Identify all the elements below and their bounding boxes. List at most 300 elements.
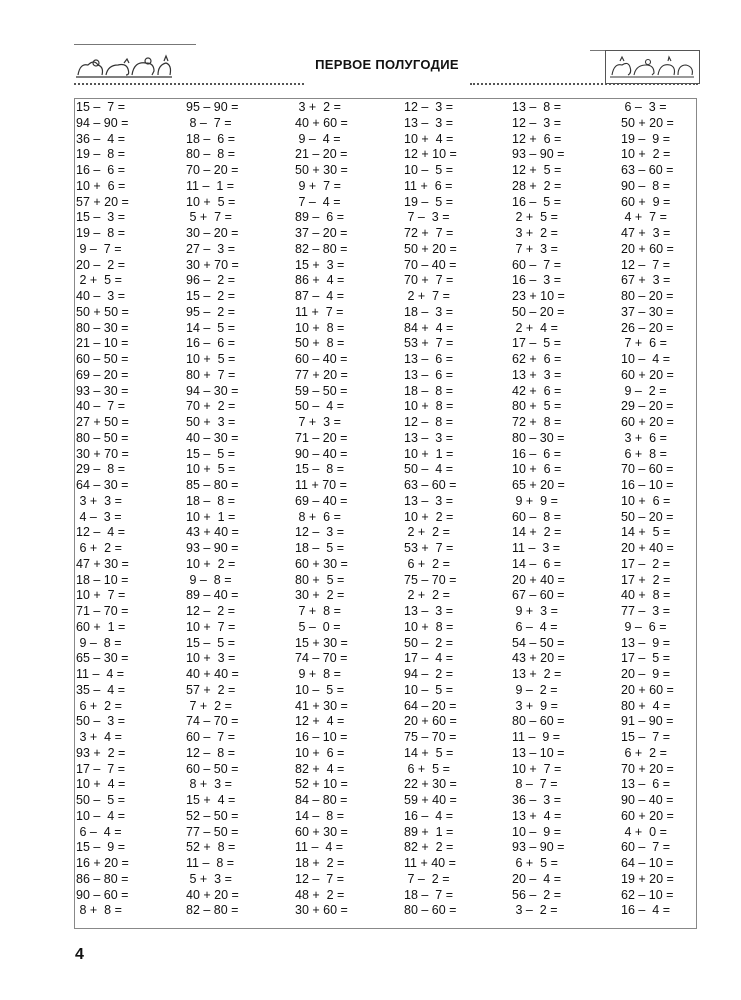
math-exercise: 10 + 5 = <box>186 352 236 366</box>
math-exercise: 12 + 10 = <box>404 147 457 162</box>
math-exercise: 86 + 4 = <box>295 273 345 288</box>
math-exercise: 50 + 50 = <box>76 304 129 319</box>
math-exercise: 10 + 6 = <box>295 745 345 760</box>
math-exercise: 14 – 8 = <box>295 808 344 823</box>
math-exercise: 12 + 5 = <box>512 163 562 177</box>
math-exercise: 12 – 8 = <box>404 415 453 429</box>
math-exercise: 52 + 10 = <box>295 777 348 792</box>
exercise-row <box>75 840 697 856</box>
math-exercise: 10 + 2 = <box>404 509 454 524</box>
exercise-row <box>75 762 697 778</box>
math-exercise: 22 + 30 = <box>404 777 457 792</box>
math-exercise: 30 + 70 = <box>186 257 239 272</box>
exercise-row <box>75 872 697 888</box>
exercise-row <box>75 809 697 825</box>
math-exercise: 36 – 4 = <box>76 131 125 146</box>
math-exercise: 40 – 7 = <box>76 399 125 414</box>
math-exercise: 21 – 20 = <box>295 147 348 162</box>
math-exercise: 9 + 9 = <box>512 493 558 508</box>
math-exercise: 11 + 7 = <box>295 304 344 319</box>
math-exercise: 62 – 10 = <box>621 887 674 902</box>
math-exercise: 6 – 4 = <box>76 824 122 839</box>
math-exercise: 90 – 40 = <box>295 446 348 461</box>
math-exercise: 6 + 5 = <box>512 856 558 870</box>
animals-illustration-right <box>608 53 696 79</box>
math-exercise: 95 – 90 = <box>186 100 239 114</box>
math-exercise: 10 + 8 = <box>295 320 345 335</box>
math-exercise: 70 – 60 = <box>621 462 674 477</box>
math-exercise: 15 – 9 = <box>76 840 125 855</box>
exercise-row <box>75 557 697 573</box>
math-exercise: 86 – 80 = <box>76 871 129 886</box>
math-exercise: 82 – 80 = <box>295 241 348 256</box>
header-top-rule-left <box>74 44 196 45</box>
exercise-row <box>75 793 697 809</box>
math-exercise: 82 + 4 = <box>295 761 345 776</box>
exercise-row <box>75 447 697 463</box>
math-exercise: 30 + 60 = <box>295 903 348 918</box>
math-exercise: 3 – 2 = <box>512 903 558 918</box>
math-exercise: 6 + 2 = <box>404 556 450 571</box>
math-exercise: 19 – 8 = <box>76 226 125 240</box>
math-exercise: 10 + 7 = <box>512 761 562 776</box>
math-exercise: 21 – 10 = <box>76 336 129 351</box>
math-exercise: 16 + 20 = <box>76 856 129 870</box>
math-exercise: 71 – 20 = <box>295 430 348 445</box>
math-exercise: 13 – 3 = <box>404 115 453 130</box>
math-exercise: 15 – 2 = <box>186 289 235 303</box>
math-exercise: 3 + 6 = <box>621 430 667 445</box>
exercise-row <box>75 777 697 793</box>
math-exercise: 89 – 6 = <box>295 210 344 225</box>
math-exercise: 77 + 20 = <box>295 367 348 382</box>
math-exercise: 94 – 2 = <box>404 667 453 681</box>
math-exercise: 18 – 8 = <box>404 383 453 398</box>
exercise-row <box>75 478 697 494</box>
math-exercise: 82 – 80 = <box>186 903 239 918</box>
math-exercise: 11 + 40 = <box>404 856 456 870</box>
math-exercise: 3 + 2 = <box>512 226 558 240</box>
exercise-row <box>75 903 697 919</box>
math-exercise: 12 – 3 = <box>404 100 453 114</box>
exercise-row <box>75 714 697 730</box>
exercise-row <box>75 195 697 211</box>
math-exercise: 15 – 3 = <box>76 210 125 225</box>
math-exercise: 59 + 40 = <box>404 793 457 807</box>
exercise-row <box>75 636 697 652</box>
math-exercise: 60 – 50 = <box>186 761 239 776</box>
math-exercise: 90 – 60 = <box>76 887 129 902</box>
math-exercise: 13 – 3 = <box>404 493 453 508</box>
math-exercise: 50 + 8 = <box>295 336 345 351</box>
math-exercise: 94 – 90 = <box>76 115 129 130</box>
math-exercise: 82 + 2 = <box>404 840 454 855</box>
math-exercise: 74 – 70 = <box>186 714 239 729</box>
math-exercise: 65 + 20 = <box>512 478 565 492</box>
math-exercise: 40 + 20 = <box>186 887 239 902</box>
math-exercise: 16 – 3 = <box>512 273 561 288</box>
math-exercise: 10 + 4 = <box>76 777 126 792</box>
math-exercise: 56 – 2 = <box>512 887 561 902</box>
exercise-row <box>75 510 697 526</box>
math-exercise: 20 + 60 = <box>621 682 674 697</box>
exercise-row <box>75 699 697 715</box>
math-exercise: 11 – 4 = <box>295 840 344 855</box>
math-exercise: 7 – 2 = <box>404 871 450 886</box>
math-exercise: 42 + 6 = <box>512 383 562 398</box>
math-exercise: 6 + 5 = <box>404 761 450 776</box>
math-exercise: 40 – 30 = <box>186 430 239 445</box>
math-exercise: 20 + 60 = <box>621 241 674 256</box>
math-exercise: 13 + 2 = <box>512 667 562 681</box>
math-exercise: 9 + 3 = <box>512 604 558 618</box>
math-exercise: 18 – 7 = <box>404 887 453 902</box>
math-exercise: 69 – 40 = <box>295 493 348 508</box>
exercise-row <box>75 399 697 415</box>
math-exercise: 18 – 10 = <box>76 572 129 587</box>
math-exercise: 16 – 6 = <box>512 446 561 461</box>
math-exercise: 14 + 2 = <box>512 525 562 540</box>
math-exercise: 4 + 0 = <box>621 824 667 839</box>
math-exercise: 15 + 30 = <box>295 635 348 650</box>
math-exercise: 70 + 20 = <box>621 761 674 776</box>
header-dotted-rule-left <box>74 83 304 85</box>
math-exercise: 4 – 3 = <box>76 509 122 524</box>
math-exercise: 2 + 5 = <box>512 210 558 225</box>
math-exercise: 70 + 7 = <box>404 273 454 288</box>
math-exercise: 11 – 3 = <box>512 541 561 555</box>
math-exercise: 13 + 3 = <box>512 367 562 382</box>
math-exercise: 10 + 2 = <box>621 147 671 162</box>
math-exercise: 12 – 2 = <box>186 604 235 618</box>
math-exercise: 13 + 4 = <box>512 808 562 823</box>
exercise-row <box>75 336 697 352</box>
math-exercise: 90 – 8 = <box>621 178 670 193</box>
math-exercise: 60 + 30 = <box>295 556 348 571</box>
math-exercise: 17 – 7 = <box>76 761 125 776</box>
math-exercise: 30 + 70 = <box>76 446 129 461</box>
math-exercise: 12 + 6 = <box>512 131 562 146</box>
math-exercise: 57 + 2 = <box>186 682 236 697</box>
math-exercise: 13 – 8 = <box>512 100 561 114</box>
math-exercise: 14 + 5 = <box>404 745 454 760</box>
math-exercise: 2 + 2 = <box>404 525 450 540</box>
math-exercise: 60 + 30 = <box>295 824 348 839</box>
page-number: 4 <box>75 946 84 963</box>
math-exercise: 9 – 6 = <box>621 619 667 634</box>
math-exercise: 71 – 70 = <box>76 604 129 618</box>
math-exercise: 11 + 6 = <box>404 178 453 193</box>
math-exercise: 80 + 5 = <box>295 572 345 587</box>
exercise-row <box>75 258 697 274</box>
math-exercise: 93 + 2 = <box>76 745 126 760</box>
math-exercise: 13 – 6 = <box>621 777 670 792</box>
math-exercise: 12 – 4 = <box>76 525 125 540</box>
exercise-row <box>75 100 697 116</box>
exercise-row <box>75 368 697 384</box>
math-exercise: 20 + 40 = <box>512 572 565 587</box>
math-exercise: 2 + 2 = <box>404 588 450 603</box>
math-exercise: 10 + 1 = <box>186 509 236 524</box>
math-exercise: 72 + 8 = <box>512 415 562 429</box>
exercise-row <box>75 273 697 289</box>
exercise-row <box>75 525 697 541</box>
math-exercise: 10 + 4 = <box>404 131 454 146</box>
math-exercise: 50 – 3 = <box>76 714 125 729</box>
math-exercise: 52 – 50 = <box>186 808 239 823</box>
math-exercise: 93 – 30 = <box>76 383 129 398</box>
math-exercise: 10 + 8 = <box>404 619 454 634</box>
math-exercise: 10 – 4 = <box>76 808 125 823</box>
math-exercise: 16 – 10 = <box>621 478 674 492</box>
math-exercise: 8 + 6 = <box>295 509 341 524</box>
math-exercise: 47 + 3 = <box>621 226 671 240</box>
math-exercise: 12 – 3 = <box>512 115 561 130</box>
math-exercise: 5 + 7 = <box>186 210 232 225</box>
exercise-row <box>75 856 697 872</box>
math-exercise: 15 – 5 = <box>186 446 235 461</box>
math-exercise: 53 + 7 = <box>404 336 454 351</box>
math-exercise: 89 + 1 = <box>404 824 454 839</box>
math-exercise: 60 – 7 = <box>621 840 670 855</box>
math-exercise: 53 + 7 = <box>404 541 454 555</box>
math-exercise: 6 – 4 = <box>512 619 558 634</box>
math-exercise: 10 + 1 = <box>404 446 454 461</box>
math-exercise: 84 – 80 = <box>295 793 348 807</box>
math-exercise: 80 – 20 = <box>621 289 674 303</box>
math-exercise: 2 + 4 = <box>512 320 558 335</box>
exercise-row <box>75 132 697 148</box>
math-exercise: 20 – 4 = <box>512 871 561 886</box>
math-exercise: 60 + 20 = <box>621 808 674 823</box>
math-exercise: 90 – 40 = <box>621 793 674 807</box>
math-exercise: 69 – 20 = <box>76 367 129 382</box>
math-exercise: 7 + 2 = <box>186 698 232 713</box>
exercise-row <box>75 305 697 321</box>
page-title: ПЕРВОЕ ПОЛУГОДИЕ <box>315 57 459 72</box>
math-exercise: 8 + 3 = <box>186 777 232 792</box>
math-exercise: 8 – 7 = <box>512 777 558 792</box>
math-exercise: 54 – 50 = <box>512 635 565 650</box>
math-exercise: 13 – 6 = <box>404 352 453 366</box>
math-exercise: 60 – 7 = <box>512 257 561 272</box>
math-exercise: 10 + 6 = <box>621 493 671 508</box>
math-exercise: 9 + 7 = <box>295 178 341 193</box>
exercise-row <box>75 179 697 195</box>
math-exercise: 23 + 10 = <box>512 289 565 303</box>
math-exercise: 50 – 2 = <box>404 635 453 650</box>
math-exercise: 29 – 8 = <box>76 462 125 477</box>
math-exercise: 20 – 2 = <box>76 257 125 272</box>
math-exercise: 10 + 6 = <box>512 462 562 477</box>
math-exercise: 20 + 40 = <box>621 541 674 555</box>
math-exercise: 10 – 5 = <box>404 163 453 177</box>
math-exercise: 62 + 6 = <box>512 352 562 366</box>
math-exercise: 12 – 3 = <box>295 525 344 540</box>
math-exercise: 19 – 8 = <box>76 147 125 162</box>
math-exercise: 8 – 7 = <box>186 115 232 130</box>
math-exercise: 57 + 20 = <box>76 194 129 209</box>
math-exercise: 16 – 5 = <box>512 194 561 209</box>
math-exercise: 50 + 3 = <box>186 415 236 429</box>
math-exercise: 12 – 7 = <box>295 871 344 886</box>
exercise-row <box>75 620 697 636</box>
math-exercise: 16 – 10 = <box>295 730 348 744</box>
exercise-row <box>75 730 697 746</box>
math-exercise: 3 + 4 = <box>76 730 122 744</box>
math-exercise: 7 + 3 = <box>295 415 341 429</box>
math-exercise: 37 – 30 = <box>621 304 674 319</box>
math-exercise: 37 – 20 = <box>295 226 348 240</box>
math-exercise: 3 + 9 = <box>512 698 558 713</box>
math-exercise: 20 + 60 = <box>404 714 457 729</box>
exercise-row <box>75 494 697 510</box>
math-exercise: 60 – 7 = <box>186 730 235 744</box>
math-exercise: 65 – 30 = <box>76 651 129 666</box>
math-exercise: 87 – 4 = <box>295 289 344 303</box>
math-exercise: 17 – 4 = <box>404 651 453 666</box>
math-exercise: 7 – 3 = <box>404 210 450 225</box>
math-exercise: 20 – 9 = <box>621 667 670 681</box>
math-exercise: 17 – 5 = <box>512 336 561 351</box>
exercise-grid <box>75 100 697 919</box>
math-exercise: 40 + 60 = <box>295 115 348 130</box>
math-exercise: 7 – 4 = <box>295 194 341 209</box>
math-exercise: 63 – 60 = <box>404 478 457 492</box>
math-exercise: 2 + 7 = <box>404 289 450 303</box>
math-exercise: 15 + 4 = <box>186 793 236 807</box>
math-exercise: 60 – 50 = <box>76 352 129 366</box>
math-exercise: 19 + 20 = <box>621 871 674 886</box>
math-exercise: 11 – 8 = <box>186 856 235 870</box>
math-exercise: 27 – 3 = <box>186 241 235 256</box>
math-exercise: 14 – 6 = <box>512 556 561 571</box>
math-exercise: 26 – 20 = <box>621 320 674 335</box>
math-exercise: 64 – 20 = <box>404 698 457 713</box>
exercise-row <box>75 462 697 478</box>
math-exercise: 50 + 30 = <box>295 163 348 177</box>
math-exercise: 41 + 30 = <box>295 698 348 713</box>
math-exercise: 10 + 6 = <box>76 178 126 193</box>
math-exercise: 93 – 90 = <box>186 541 239 555</box>
exercise-row <box>75 210 697 226</box>
math-exercise: 19 – 9 = <box>621 131 670 146</box>
math-exercise: 10 + 8 = <box>404 399 454 414</box>
math-exercise: 60 + 20 = <box>621 415 674 429</box>
math-exercise: 84 + 4 = <box>404 320 454 335</box>
math-exercise: 6 + 8 = <box>621 446 667 461</box>
math-exercise: 50 + 20 = <box>621 115 674 130</box>
math-exercise: 5 + 3 = <box>186 871 232 886</box>
math-exercise: 80 – 60 = <box>512 714 565 729</box>
math-exercise: 13 – 10 = <box>512 745 565 760</box>
math-exercise: 12 + 4 = <box>295 714 345 729</box>
math-exercise: 11 – 1 = <box>186 178 235 193</box>
math-exercise: 29 – 20 = <box>621 399 674 414</box>
math-exercise: 59 – 50 = <box>295 383 348 398</box>
exercise-row <box>75 573 697 589</box>
exercise-row <box>75 352 697 368</box>
math-exercise: 7 + 8 = <box>295 604 341 618</box>
math-exercise: 89 – 40 = <box>186 588 239 603</box>
math-exercise: 12 – 8 = <box>186 745 235 760</box>
math-exercise: 85 – 80 = <box>186 478 239 492</box>
math-exercise: 6 + 2 = <box>76 541 122 555</box>
math-exercise: 8 + 8 = <box>76 903 122 918</box>
math-exercise: 70 + 2 = <box>186 399 236 414</box>
math-exercise: 17 – 5 = <box>621 651 670 666</box>
animals-illustration-left <box>74 51 174 81</box>
math-exercise: 30 – 20 = <box>186 226 239 240</box>
math-exercise: 18 – 6 = <box>186 131 235 146</box>
math-exercise: 13 – 3 = <box>404 604 453 618</box>
math-exercise: 80 – 50 = <box>76 430 129 445</box>
math-exercise: 80 – 30 = <box>512 430 565 445</box>
math-exercise: 50 + 20 = <box>404 241 457 256</box>
math-exercise: 11 + 70 = <box>295 478 347 492</box>
math-exercise: 70 – 40 = <box>404 257 457 272</box>
math-exercise: 18 – 3 = <box>404 304 453 319</box>
math-exercise: 43 + 40 = <box>186 525 239 540</box>
math-exercise: 52 + 8 = <box>186 840 236 855</box>
math-exercise: 10 + 3 = <box>186 651 236 666</box>
math-exercise: 80 – 60 = <box>404 903 457 918</box>
math-exercise: 70 – 20 = <box>186 163 239 177</box>
math-exercise: 16 – 4 = <box>621 903 670 918</box>
exercise-row <box>75 431 697 447</box>
exercise-row <box>75 289 697 305</box>
math-exercise: 9 + 8 = <box>295 667 341 681</box>
math-exercise: 7 + 3 = <box>512 241 558 256</box>
math-exercise: 10 – 5 = <box>404 682 453 697</box>
math-exercise: 96 – 2 = <box>186 273 235 288</box>
math-exercise: 60 + 20 = <box>621 367 674 382</box>
math-exercise: 50 – 20 = <box>621 509 674 524</box>
math-exercise: 3 + 2 = <box>295 100 341 114</box>
math-exercise: 10 + 5 = <box>186 194 236 209</box>
math-exercise: 5 – 0 = <box>295 619 341 634</box>
math-exercise: 50 – 4 = <box>295 399 344 414</box>
math-exercise: 50 – 20 = <box>512 304 565 319</box>
exercise-row <box>75 683 697 699</box>
math-exercise: 30 + 2 = <box>295 588 345 603</box>
math-exercise: 18 – 8 = <box>186 493 235 508</box>
math-exercise: 60 – 40 = <box>295 352 348 366</box>
math-exercise: 6 + 2 = <box>76 698 122 713</box>
math-exercise: 11 – 9 = <box>512 730 561 744</box>
math-exercise: 15 – 8 = <box>295 462 344 477</box>
exercise-row <box>75 746 697 762</box>
math-exercise: 12 – 7 = <box>621 257 670 272</box>
exercise-row <box>75 588 697 604</box>
math-exercise: 60 + 9 = <box>621 194 671 209</box>
math-exercise: 3 + 3 = <box>76 493 122 508</box>
exercise-row <box>75 321 697 337</box>
math-exercise: 75 – 70 = <box>404 572 457 587</box>
math-exercise: 50 – 4 = <box>404 462 453 477</box>
exercise-row <box>75 163 697 179</box>
math-exercise: 18 + 2 = <box>295 856 345 870</box>
exercise-row <box>75 651 697 667</box>
math-exercise: 28 + 2 = <box>512 178 562 193</box>
math-exercise: 80 + 5 = <box>512 399 562 414</box>
exercise-row <box>75 116 697 132</box>
math-exercise: 10 + 5 = <box>186 462 236 477</box>
math-exercise: 47 + 30 = <box>76 556 129 571</box>
math-exercise: 40 + 8 = <box>621 588 671 603</box>
math-exercise: 93 – 90 = <box>512 840 565 855</box>
math-exercise: 27 + 50 = <box>76 415 129 429</box>
